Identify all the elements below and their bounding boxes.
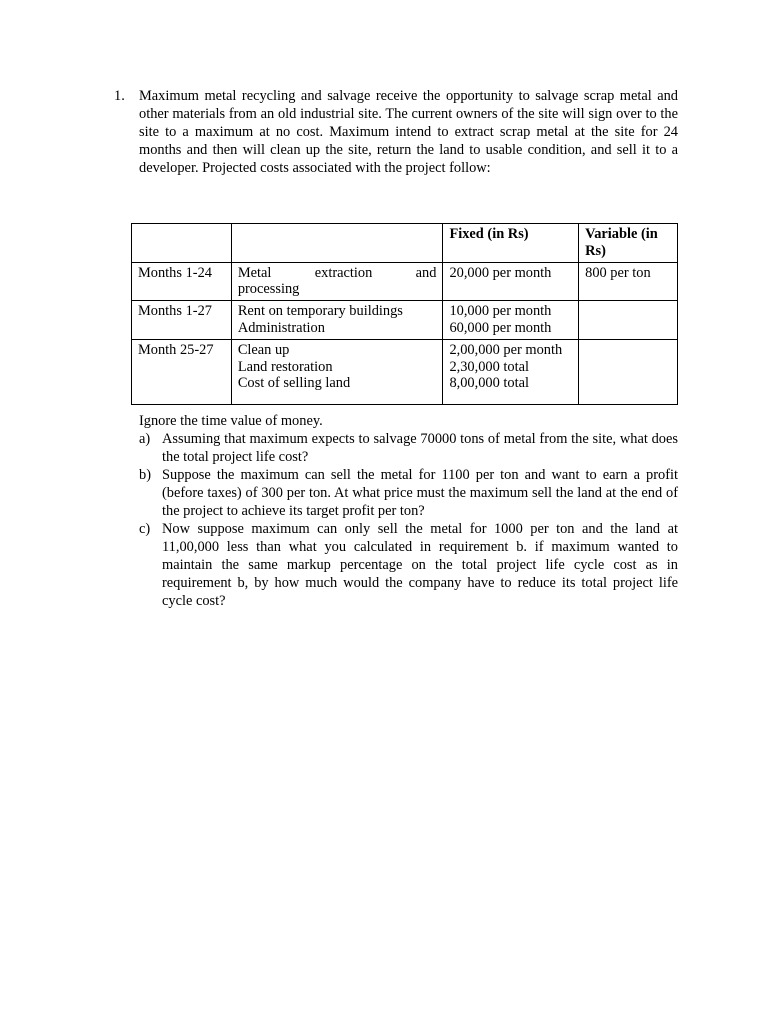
activity-line: processing xyxy=(237,281,300,298)
row-fixed xyxy=(443,339,579,404)
instructions xyxy=(139,412,678,610)
activity-word: and xyxy=(415,264,437,281)
row-period: Months 1-24 xyxy=(132,262,232,301)
header-fixed: Fixed (in Rs) xyxy=(443,224,579,263)
row-fixed xyxy=(443,301,579,340)
row-period: Month 25-27 xyxy=(132,339,232,404)
activity-line: Rent on temporary buildings xyxy=(237,303,403,320)
fixed-value: 20,000 per month xyxy=(449,264,552,281)
sub-question-a xyxy=(139,430,678,466)
sub-question-text: Assuming that maximum expects to salvage 70000 tons of metal from the site, what does the total project life cost? xyxy=(162,431,678,465)
row-fixed xyxy=(443,262,579,301)
row-variable xyxy=(579,339,678,404)
sub-question-label: b) xyxy=(139,467,151,483)
row-variable: 800 per ton xyxy=(579,262,678,301)
fixed-value: 10,000 per month xyxy=(449,303,552,320)
row-period: Months 1-27 xyxy=(132,301,232,340)
header-period xyxy=(132,224,232,263)
sub-question-text: Suppose the maximum can sell the metal for 1100 per ton and want to earn a profit (before taxes) of 300 per ton. At what price must the maximum sell the land at the end of the project to achieve its target profit per ton? xyxy=(162,467,678,519)
activity-line: Land restoration xyxy=(237,358,333,375)
row-activity xyxy=(231,339,443,404)
activity-word: extraction xyxy=(314,264,373,281)
row-variable xyxy=(579,301,678,340)
table-row xyxy=(132,339,678,404)
table-row xyxy=(132,301,678,340)
sub-question-text: Now suppose maximum can only sell the metal for 1000 per ton and the land at 11,00,000 less than what you calculated in requirement b. if maximum wanted to maintain the same markup percentage on the total project life cycle cost as in requirement b, by how much would the company have to reduce its total project life cycle cost? xyxy=(162,521,678,609)
sub-question-label: c) xyxy=(139,521,151,537)
question-text: Maximum metal recycling and salvage receive the opportunity to salvage scrap metal and other materials from an old industrial site. The current owners of the site will sign over to the site to a maximum at no cost. Maximum intend to extract scrap metal at the site for 24 months and then will clean up the site, return the land to usable condition, and sell it to a developer. Projected costs associated with the project follow: xyxy=(139,88,678,176)
sub-question-label: a) xyxy=(139,431,151,447)
activity-line: Cost of selling land xyxy=(237,375,351,392)
table-header-row xyxy=(132,224,678,263)
fixed-value: 60,000 per month xyxy=(449,319,552,336)
cost-table xyxy=(131,223,678,405)
row-activity xyxy=(231,301,443,340)
activity-word: Metal xyxy=(237,264,272,281)
fixed-value: 2,00,000 per month xyxy=(449,341,563,358)
header-activity xyxy=(231,224,443,263)
row-activity xyxy=(231,262,443,301)
question-1 xyxy=(114,87,678,177)
fixed-value: 8,00,000 total xyxy=(449,375,529,392)
question-number: 1. xyxy=(114,88,125,104)
table-row xyxy=(132,262,678,301)
activity-line: Clean up xyxy=(237,341,290,358)
activity-line xyxy=(238,265,437,282)
fixed-value: 2,30,000 total xyxy=(449,358,529,375)
header-variable: Variable (in Rs) xyxy=(579,224,678,263)
sub-question-b xyxy=(139,466,678,520)
instructions-intro: Ignore the time value of money. xyxy=(139,413,323,429)
activity-line: Administration xyxy=(237,319,325,336)
sub-question-c xyxy=(139,520,678,610)
